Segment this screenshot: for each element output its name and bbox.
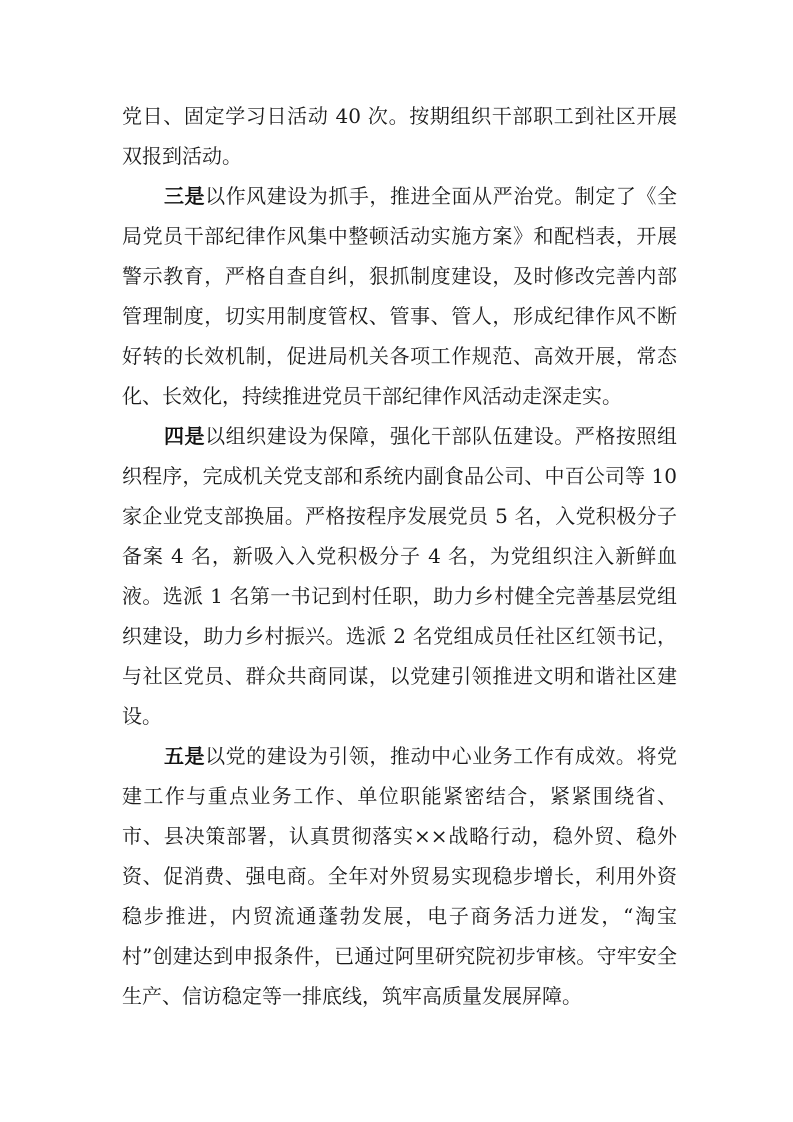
paragraph-lead: 五是: [164, 744, 206, 768]
paragraph-text: 以组织建设为保障，强化干部队伍建设。严格按照组织程序，完成机关党支部和系统内副食品公司、中百公司等 10 家企业党支部换届。严格按程序发展党员 5 名，入党积极分子备案 4 名，新吸入入党积极分子 4 名，为党组织注入新鲜血液。选派 1 名第一书记到村任职，助力乡村健全完善基层党组织建设，助力乡村振兴。选派 2 名党组成员任社区红领书记，与社区党员、群众共商同谋，以党建引领推进文明和谐社区建设。: [122, 424, 678, 728]
paragraph-five: [122, 736, 677, 1016]
paragraph-text: 以党的建设为引领，推动中心业务工作有成效。将党建工作与重点业务工作、单位职能紧密结合，紧紧围绕省、市、县决策部署，认真贯彻落实××战略行动，稳外贸、稳外资、促消费、强电商。全年对外贸易实现稳步增长，利用外资稳步推进，内贸流通蓬勃发展，电子商务活力迸发，“淘宝村”创建达到申报条件，已通过阿里研究院初步审核。守牢安全生产、信访稳定等一排底线，筑牢高质量发展屏障。: [122, 744, 678, 1008]
paragraph-lead: 三是: [164, 184, 206, 208]
document-body: [122, 96, 677, 1016]
paragraph-four: [122, 416, 677, 736]
paragraph-continuation: [122, 96, 677, 176]
paragraph-text: 党日、固定学习日活动 40 次。按期组织干部职工到社区开展双报到活动。: [122, 104, 677, 168]
paragraph-lead: 四是: [164, 424, 206, 448]
paragraph-three: [122, 176, 677, 416]
paragraph-text: 以作风建设为抓手，推进全面从严治党。制定了《全局党员干部纪律作风集中整顿活动实施方案》和配档表，开展警示教育，严格自查自纠，狠抓制度建设，及时修改完善内部管理制度，切实用制度管权、管事、管人，形成纪律作风不断好转的长效机制，促进局机关各项工作规范、高效开展，常态化、长效化，持续推进党员干部纪律作风活动走深走实。: [122, 184, 678, 408]
